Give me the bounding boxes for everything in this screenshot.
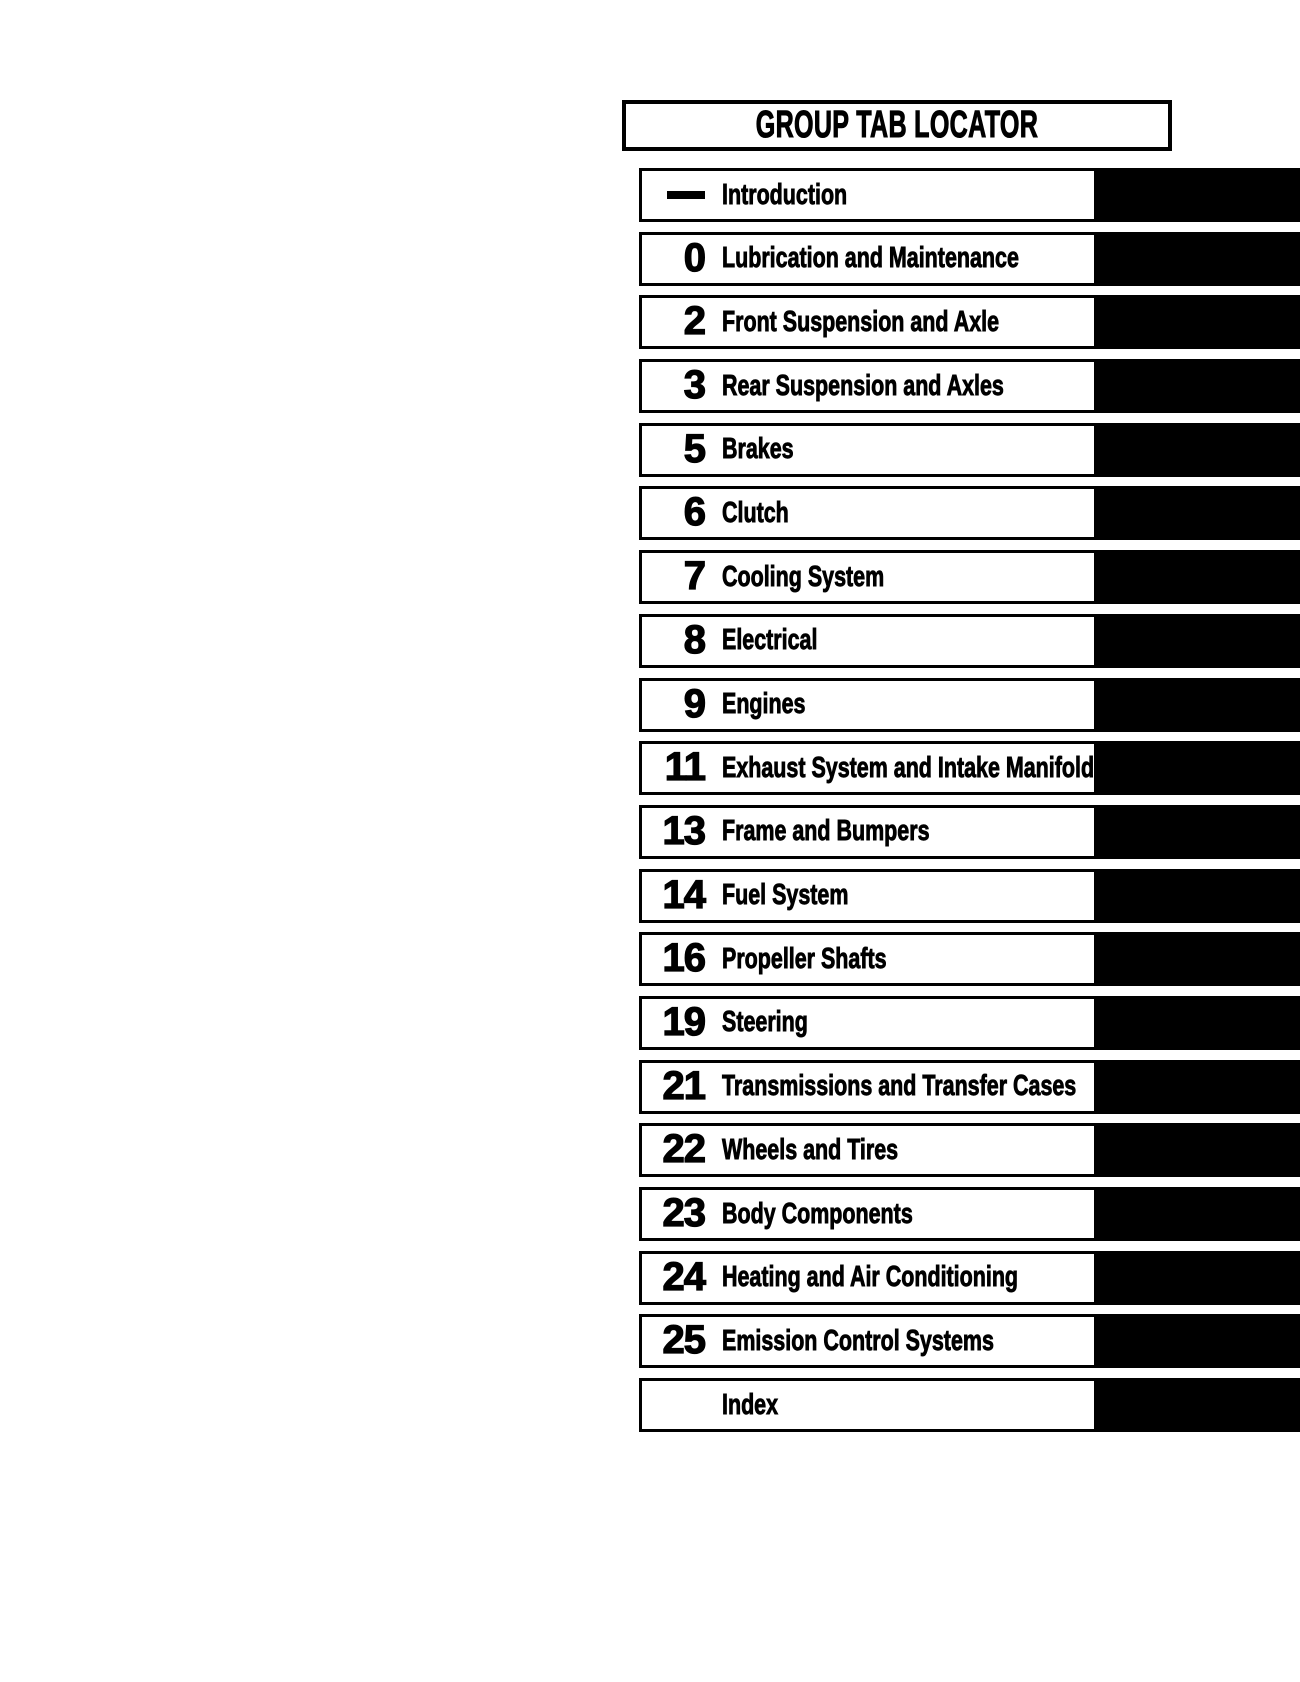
group-tab-marker [1097, 1251, 1300, 1305]
group-box [639, 1060, 1097, 1114]
group-number-column [642, 745, 705, 790]
group-tab-marker [1097, 1314, 1300, 1368]
tab-row [639, 678, 1300, 732]
group-tab-marker [1097, 550, 1300, 604]
group-number-column [642, 299, 705, 344]
group-label: Electrical [722, 624, 818, 657]
group-number: 5 [683, 426, 705, 471]
group-tab-marker [1097, 486, 1300, 540]
group-number-column [642, 1318, 705, 1363]
group-tab-marker [1097, 678, 1300, 732]
group-label: Frame and Bumpers [722, 815, 930, 848]
group-number: 6 [683, 490, 705, 535]
group-tab-marker [1097, 295, 1300, 349]
group-number: 3 [683, 363, 705, 408]
group-box [639, 1187, 1097, 1241]
tab-row [639, 1123, 1300, 1177]
dash-icon [667, 191, 705, 199]
group-number: 24 [662, 1254, 705, 1299]
tab-row [639, 295, 1300, 349]
group-number: 9 [683, 681, 705, 726]
tab-row [639, 423, 1300, 477]
tab-row [639, 869, 1300, 923]
tab-row [639, 741, 1300, 795]
group-number-column [642, 1191, 705, 1235]
group-label: Propeller Shafts [722, 942, 887, 975]
group-tab-marker [1097, 614, 1300, 668]
group-box [639, 805, 1097, 859]
group-number-column [642, 999, 705, 1044]
group-box [639, 359, 1097, 413]
group-label: Transmissions and Transfer Cases [722, 1070, 1077, 1103]
group-box [639, 678, 1097, 732]
group-tab-marker [1097, 232, 1300, 286]
group-tab-marker [1097, 805, 1300, 859]
group-label: Emission Control Systems [722, 1324, 994, 1357]
group-box [639, 614, 1097, 668]
group-tab-marker [1097, 423, 1300, 477]
group-number-column [642, 554, 705, 599]
group-number: 0 [683, 235, 705, 280]
group-tab-locator-header [622, 100, 1172, 151]
group-label: Engines [722, 688, 806, 720]
tab-row [639, 614, 1300, 668]
group-number-column [642, 1254, 705, 1299]
group-number: 14 [662, 872, 705, 917]
group-number: 13 [662, 808, 705, 853]
group-box [639, 550, 1097, 604]
group-box [639, 1314, 1097, 1368]
group-tab-marker [1097, 1123, 1300, 1177]
group-tab-marker [1097, 1187, 1300, 1241]
group-label: Clutch [722, 496, 789, 529]
group-label: Front Suspension and Axle [722, 305, 1000, 338]
group-tab-marker [1097, 932, 1300, 986]
group-number-column [642, 1127, 705, 1172]
group-box [639, 232, 1097, 286]
group-tab-marker [1097, 168, 1300, 222]
group-number-column [642, 617, 705, 662]
group-tab-marker [1097, 1378, 1300, 1432]
group-label: Exhaust System and Intake Manifold [722, 751, 1095, 784]
group-number-column [642, 872, 705, 917]
group-box [639, 869, 1097, 923]
tab-row [639, 359, 1300, 413]
group-label: Wheels and Tires [722, 1133, 899, 1166]
group-box [639, 423, 1097, 477]
group-label: Steering [722, 1006, 808, 1039]
group-number: 21 [662, 1063, 705, 1108]
tab-row [639, 486, 1300, 540]
group-label: Introduction [722, 178, 848, 211]
group-label: Rear Suspension and Axles [722, 369, 1004, 402]
group-label: Fuel System [722, 879, 849, 912]
tab-rows [639, 168, 1300, 1442]
group-box [639, 295, 1097, 349]
group-box [639, 168, 1097, 222]
group-number-column [642, 681, 705, 726]
group-tab-marker [1097, 359, 1300, 413]
tab-row [639, 232, 1300, 286]
tab-row [639, 1187, 1300, 1241]
group-tab-marker [1097, 741, 1300, 795]
group-box [639, 486, 1097, 540]
tab-row [639, 932, 1300, 986]
group-tab-marker [1097, 996, 1300, 1050]
group-number-column [642, 426, 705, 471]
group-number-column [642, 1063, 705, 1108]
group-box [639, 741, 1097, 795]
group-tab-marker [1097, 869, 1300, 923]
group-label: Lubrication and Maintenance [722, 242, 1019, 275]
group-label: Heating and Air Conditioning [722, 1261, 1019, 1294]
group-number: 23 [662, 1191, 705, 1235]
group-box [639, 1123, 1097, 1177]
group-number: 7 [683, 554, 705, 599]
group-number-column [642, 187, 705, 203]
tab-row [639, 996, 1300, 1050]
group-box [639, 996, 1097, 1050]
page-title: GROUP TAB LOCATOR [755, 104, 1039, 146]
group-label: Cooling System [722, 560, 885, 593]
group-label: Body Components [722, 1197, 913, 1230]
tab-row [639, 1378, 1300, 1432]
group-number: 2 [683, 299, 705, 344]
group-number: 22 [662, 1127, 705, 1172]
group-number: 16 [662, 936, 705, 981]
group-box [639, 1251, 1097, 1305]
group-number-column [642, 235, 705, 280]
tab-row [639, 805, 1300, 859]
group-number-column [642, 936, 705, 981]
group-box [639, 1378, 1097, 1432]
tab-row [639, 168, 1300, 222]
group-number: 25 [662, 1318, 705, 1363]
group-number-column [642, 490, 705, 535]
group-number: 8 [683, 617, 705, 662]
tab-row [639, 550, 1300, 604]
tab-row [639, 1314, 1300, 1368]
tab-row [639, 1251, 1300, 1305]
group-tab-marker [1097, 1060, 1300, 1114]
group-number-column [642, 363, 705, 408]
group-number: 19 [662, 999, 705, 1044]
group-label: Brakes [722, 433, 794, 466]
group-number-column [642, 808, 705, 853]
group-label: Index [722, 1388, 779, 1421]
group-number: 11 [664, 745, 705, 790]
group-box [639, 932, 1097, 986]
tab-row [639, 1060, 1300, 1114]
